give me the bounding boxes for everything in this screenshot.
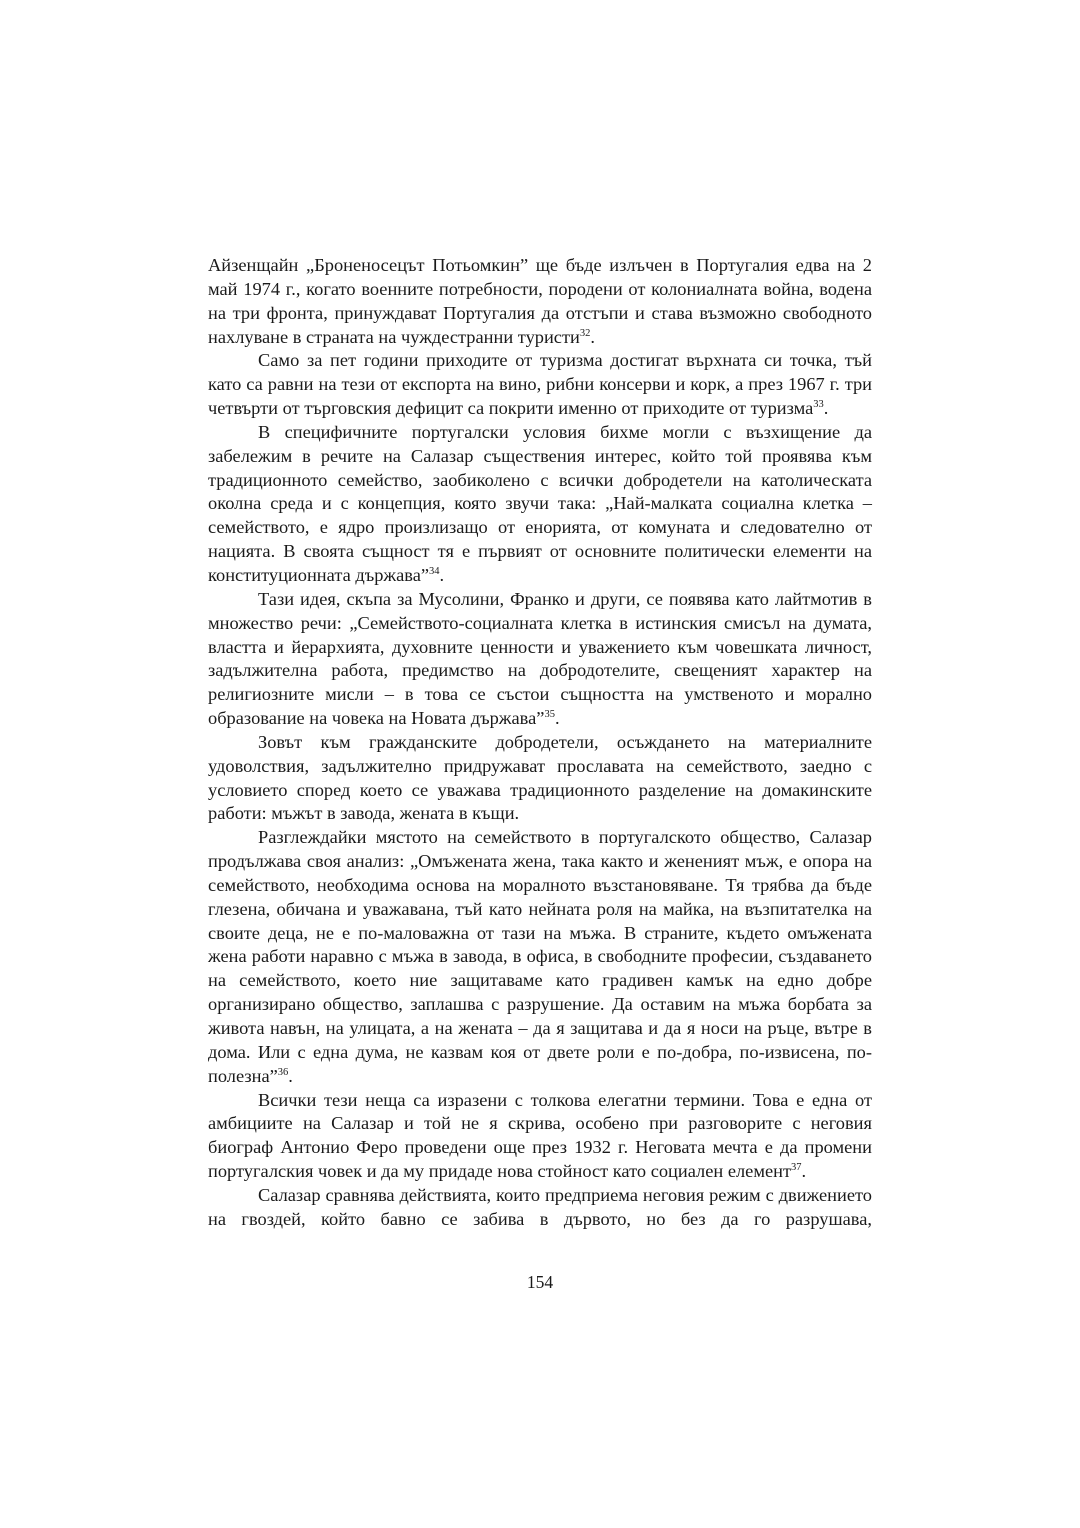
paragraph bbox=[208, 349, 872, 421]
paragraph-end: . bbox=[288, 1065, 293, 1086]
paragraph bbox=[208, 1184, 872, 1232]
paragraph-text: Айзенщайн „Броненосецът Потьомкин” ще бъде излъчен в Португалия едва на 2 май 1974 г., когато военните потребности, породени от колониалната война, водена на три фронта, принуждават Португалия да отстъпи и става възможно свободното нахлуване в страната на чуждестранни туристи bbox=[208, 255, 872, 347]
paragraph-text: Зовът към гражданските добродетели, осъждането на материалните удоволствия, задължително придружават прославата на семейството, заедно с условието според което се уважава традиционното разделение на домакинските работи: мъжът в завода, жената в къщи. bbox=[208, 731, 872, 824]
paragraph bbox=[208, 588, 872, 731]
paragraph-end: . bbox=[439, 564, 445, 585]
paragraph-end: . bbox=[823, 398, 829, 419]
paragraph-text: Разглеждайки мястото на семейството в португалското общество, Салазар продължава своя анализ: „Омъжената жена, така както и жененият мъж, е опора на семейството, необходима основа на моралното възстановяване. Тя трябва да бъде глезена, обичана и уважавана, тъй като нейната роля на майка, на възпитателка на своите деца, не е по-маловажна от тази на мъжа. В страните, където омъжената жена работи наравно с мъжа в завода, в офиса, в свободните професии, създаването на семейството, което ние защитаваме като градивен камък на едно добре организирано общество, заплашва с разрушение. Да оставим на мъжа борбата за живота навън, на улицата, а на жената – да я защитава и да я носи на ръце, вътре в дома. Или с една дума, не казвам коя от двете роли е по-добра, по-извисена, по-полезна” bbox=[208, 827, 872, 1086]
paragraph bbox=[208, 254, 872, 349]
paragraph-text: Тази идея, скъпа за Мусолини, Франко и други, се появява като лайтмотив в множество речи: „Семейството-социалната клетка в истинския смисъл на думата, властта и йерархията, духовните ценности и уважението към човешката личност, задължителна работа, предимство на добродотелите, свещеният характер на религиозните мисли – в това се състои същността на умственото и морално образование на човека на Новата държава” bbox=[208, 588, 872, 729]
footnote-ref[interactable]: 32 bbox=[579, 327, 591, 339]
footnote-ref[interactable]: 37 bbox=[791, 1162, 802, 1174]
paragraph-end: . bbox=[801, 1161, 807, 1182]
paragraph bbox=[208, 1089, 872, 1184]
paragraph bbox=[208, 421, 872, 588]
footnote-ref[interactable]: 35 bbox=[544, 709, 555, 721]
paragraph-text: Всички тези неща са изразени с толкова елегатни термини. Това е една от амбициите на Салазар и той не я скрива, особено при разговорите с неговия биограф Антонио Феро проведени още през 1932 г. Неговата мечта е да промени португалския човек и да му придаде нова стойност като социален елемент bbox=[208, 1089, 872, 1182]
paragraph-end: . bbox=[590, 326, 595, 347]
paragraph-end: . bbox=[554, 708, 560, 729]
footnote-ref[interactable]: 34 bbox=[429, 565, 440, 577]
body-text bbox=[208, 254, 872, 1232]
footnote-ref[interactable]: 36 bbox=[277, 1066, 289, 1078]
paragraph-text: Салазар сравнява действията, които предприема неговия режим с движението на гвоздей, който бавно се забива в дървото, но без да го разрушава, bbox=[208, 1184, 872, 1229]
paragraph-text: Само за пет години приходите от туризма достигат върхната си точка, тъй като са равни на тези от експорта на вино, рибни консерви и корк, а през 1967 г. три четвърти от търговския дефицит са покрити именно от приходите от туризма bbox=[208, 350, 872, 419]
paragraph bbox=[208, 826, 872, 1088]
paragraph-text: В специфичните португалски условия бихме могли с възхищение да забележим в речите на Салазар съществения интерес, който той проявява към традиционното семейство, заобиколено с всички добродетели на католическата околна среда и с концепция, която звучи така: „Най-малката социална клетка – семейството, е ядро произлизащо от енорията, от комуната и следователно от нацията. В своята същност тя е първият от основните политически елементи на конституционната държава” bbox=[208, 421, 872, 585]
page-number: 154 bbox=[526, 1272, 554, 1292]
footnote-ref[interactable]: 33 bbox=[813, 399, 824, 411]
paragraph bbox=[208, 731, 872, 826]
